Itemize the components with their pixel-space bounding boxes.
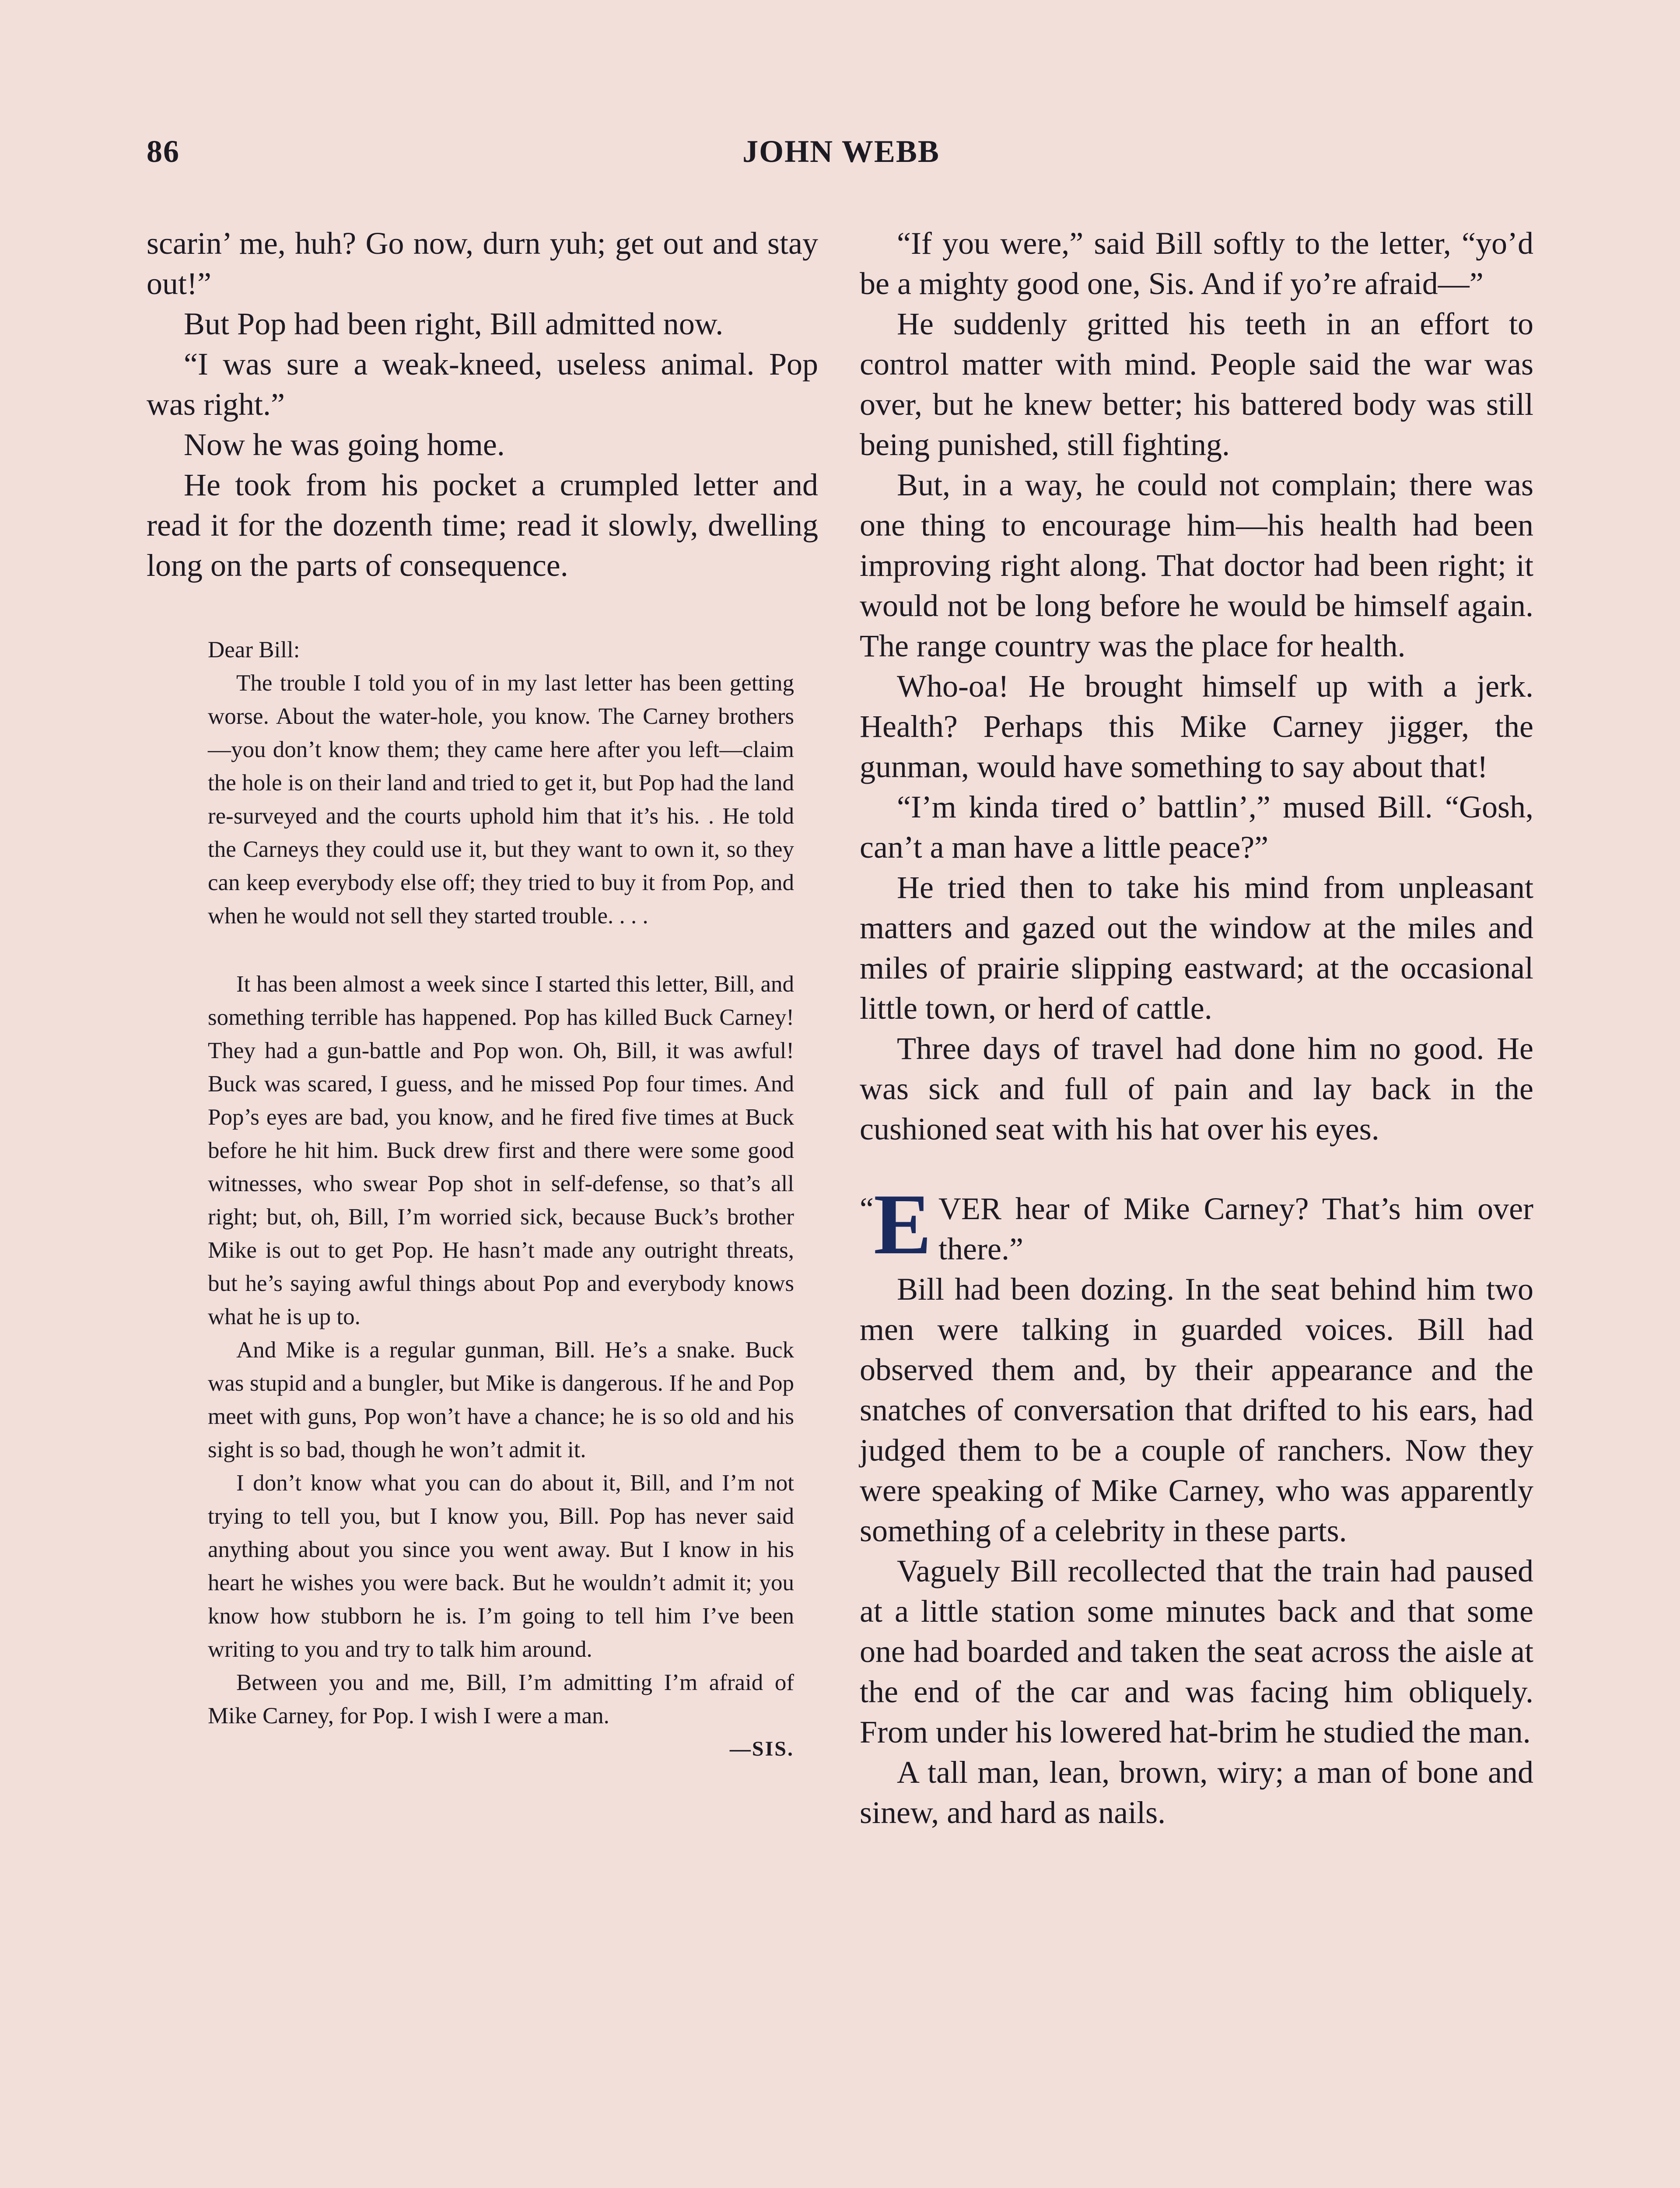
letter-paragraph: And Mike is a regular gunman, Bill. He’s a snake. Buck was stupid and a bungler, but Mike is dangerous. If he and Pop meet with guns, Pop won’t have a chance; he is so old and his sight is so bad, though he won’t admit it. [208, 1337, 794, 1462]
paragraph: Now he was going home. [184, 427, 505, 462]
paragraph: Who-oa! He brought himself up with a jerk. Health? Perhaps this Mike Carney jigger, the gunman, would have something to say about that! [860, 669, 1533, 784]
paragraph: He took from his pocket a crumpled letter and read it for the dozenth time; read it slowly, dwelling long on the parts of consequence. [147, 467, 818, 583]
letter-block [208, 634, 794, 1761]
drop-cap: E [873, 1176, 932, 1272]
page-number: 86 [147, 134, 180, 169]
paragraph: “I was sure a weak-kneed, useless animal. Pop was right.” [147, 347, 818, 422]
paragraph: He tried then to take his mind from unpleasant matters and gazed out the window at the miles and miles of prairie slipping eastward; at the occasional little town, or herd of cattle. [860, 870, 1533, 1026]
section-opening [860, 1176, 1533, 1272]
left-column [147, 223, 818, 1761]
paragraph: He suddenly gritted his teeth in an effort to control matter with mind. People said the war was over, but he knew better; his battered body was still being punished, still fighting. [860, 306, 1533, 462]
paragraph: “I’m kinda tired o’ battlin’,” mused Bill. “Gosh, can’t a man have a little peace?” [860, 789, 1533, 865]
letter-salutation: Dear Bill: [208, 637, 300, 663]
opening-quote-mark: “ [860, 1191, 874, 1226]
right-column [860, 223, 1533, 1833]
letter-paragraph: Between you and me, Bill, I’m admitting I’m afraid of Mike Carney, for Pop. I wish I were a man. [208, 1670, 794, 1729]
paragraph: “If you were,” said Bill softly to the letter, “yo’d be a mighty good one, Sis. And if yo’re afraid—” [860, 226, 1533, 301]
section-opening-text: VER hear of Mike Carney? That’s him over there.” [938, 1191, 1533, 1266]
paragraph: But, in a way, he could not complain; there was one thing to encourage him—his health had been improving right along. That doctor had been right; it would not be long before he would be himself again. The range country was the place for health. [860, 467, 1533, 663]
letter-signature: —SIS. [729, 1737, 794, 1760]
paragraph: But Pop had been right, Bill admitted now. [184, 306, 724, 341]
paragraph: A tall man, lean, brown, wiry; a man of bone and sinew, and hard as nails. [860, 1755, 1533, 1830]
letter-paragraph: The trouble I told you of in my last letter has been getting worse. About the water-hole, you know. The Carney brothers—you don’t know them; they came here after you left—claim the hole is on their land and tried to get it, but Pop had the land re-surveyed and the courts uphold him that it’s his. . He told the Carneys they could use it, but they want to own it, so they can keep everybody else off; they tried to buy it from Pop, and when he would not sell they started trouble. . . . [208, 670, 794, 929]
page-header [147, 133, 1536, 182]
paragraph: Three days of travel had done him no good. He was sick and full of pain and lay back in the cushioned seat with his hat over his eyes. [860, 1031, 1533, 1147]
paragraph: scarin’ me, huh? Go now, durn yuh; get out and stay out!” [147, 226, 818, 301]
running-title: JOHN WEBB [742, 134, 940, 169]
paragraph: Bill had been dozing. In the seat behind him two men were talking in guarded voices. Bill had observed them and, by their appearance and the snatches of conversation that drifted to his ears, had judged them to be a couple of ranchers. Now they were speaking of Mike Carney, who was apparently something of a celebrity in these parts. [860, 1272, 1533, 1548]
letter-paragraph: I don’t know what you can do about it, Bill, and I’m not trying to tell you, but I know you, Bill. Pop has never said anything about you since you went away. But I know in his heart he wishes you were back. But he wouldn’t admit it; you know how stubborn he is. I’m going to tell him I’ve been writing to you and try to talk him around. [208, 1470, 794, 1662]
paragraph: Vaguely Bill recollected that the train had paused at a little station some minutes back and that some one had boarded and taken the seat across the aisle at the end of the car and was facing him obliquely. From under his lowered hat-brim he studied the man. [860, 1553, 1533, 1750]
letter-paragraph: It has been almost a week since I started this letter, Bill, and something terrible has happened. Pop has killed Buck Carney! They had a gun-battle and Pop won. Oh, Bill, it was awful! Buck was scared, I guess, and he missed Pop four times. And Pop’s eyes are bad, you know, and he fired five times at Buck before he hit him. Buck drew first and there were some good witnesses, who swear Pop shot in self-defense, so that’s all right; but, oh, Bill, I’m worried sick, because Buck’s brother Mike is out to get Pop. He hasn’t made any outright threats, but he’s saying awful things about Pop and everybody knows what he is up to. [208, 971, 794, 1329]
